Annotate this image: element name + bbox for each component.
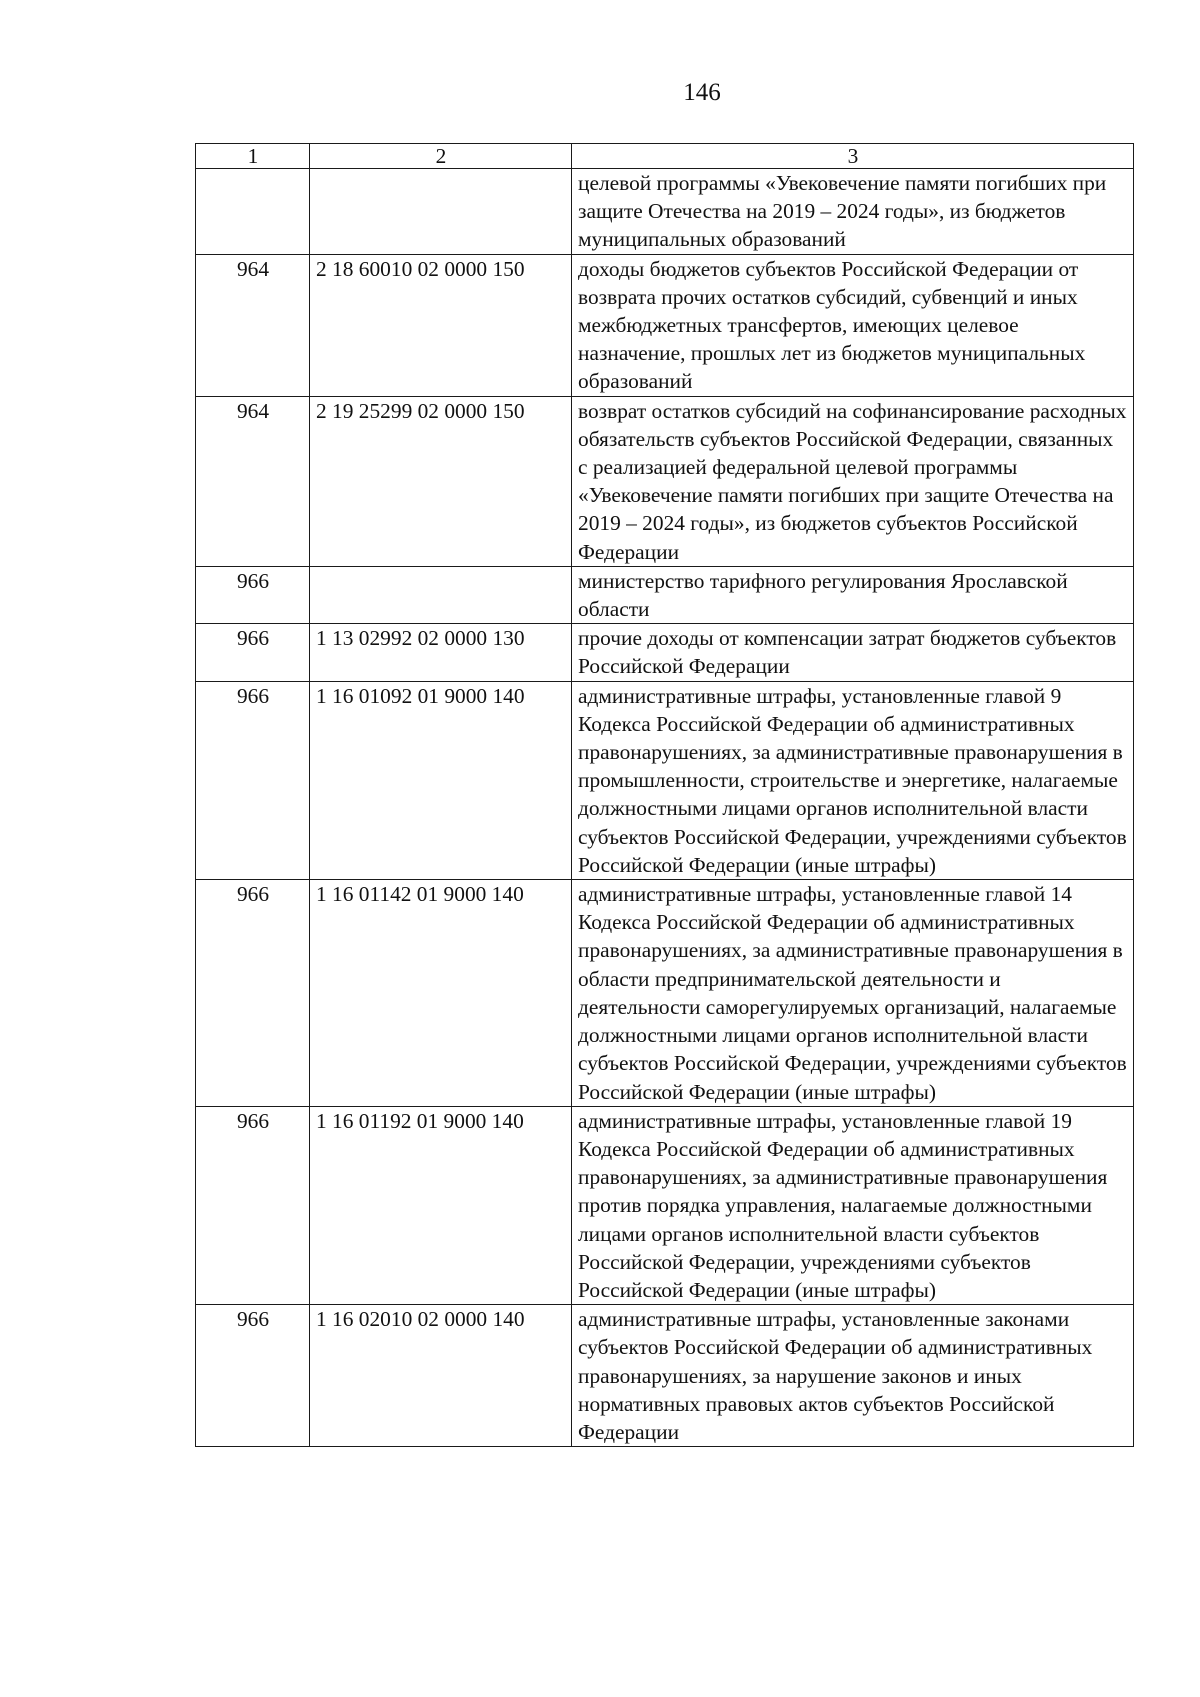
- table-row: [196, 566, 1134, 623]
- column-header-3: 3: [572, 144, 1134, 169]
- column-header-2: 2: [310, 144, 572, 169]
- revenue-codes-table: [195, 143, 1134, 1447]
- table-header-row: [196, 144, 1134, 169]
- table-row: [196, 396, 1134, 566]
- admin-code-cell: [196, 169, 310, 255]
- revenue-code-cell: 1 16 01142 01 9000 140: [310, 880, 572, 1107]
- revenue-code-cell: 1 16 01092 01 9000 140: [310, 681, 572, 879]
- admin-code-cell: 966: [196, 566, 310, 623]
- revenue-code-cell: 2 18 60010 02 0000 150: [310, 254, 572, 396]
- revenue-name-cell: административные штрафы, установленные главой 14 Кодекса Российской Федерации об административных правонарушениях, за административные правонарушения в области предпринимательской деятельности и деятельности саморегулируемых организаций, налагаемые должностными лицами органов исполнительной власти субъектов Российской Федерации, учреждениями субъектов Российской Федерации (иные штрафы): [572, 880, 1134, 1107]
- revenue-name-cell: возврат остатков субсидий на софинансирование расходных обязательств субъектов Российской Федерации, связанных с реализацией федеральной целевой программы «Увековечение памяти погибших при защите Отечества на 2019 – 2024 годы», из бюджетов субъектов Российской Федерации: [572, 396, 1134, 566]
- page-number: 146: [683, 79, 721, 106]
- table-row: [196, 1305, 1134, 1447]
- admin-code-cell: 964: [196, 396, 310, 566]
- admin-code-cell: 964: [196, 254, 310, 396]
- revenue-name-cell: административные штрафы, установленные главой 9 Кодекса Российской Федерации об административных правонарушениях, за административные правонарушения в промышленности, строительстве и энергетике, налагаемые должностными лицами органов исполнительной власти субъектов Российской Федерации, учреждениями субъектов Российской Федерации (иные штрафы): [572, 681, 1134, 879]
- admin-code-cell: 966: [196, 681, 310, 879]
- revenue-name-cell: административные штрафы, установленные законами субъектов Российской Федерации об административных правонарушениях, за нарушение законов и иных нормативных правовых актов субъектов Российской Федерации: [572, 1305, 1134, 1447]
- table-row: [196, 169, 1134, 255]
- table-row: [196, 681, 1134, 879]
- revenue-code-cell: [310, 566, 572, 623]
- revenue-code-cell: 1 13 02992 02 0000 130: [310, 624, 572, 681]
- table-row: [196, 254, 1134, 396]
- table-row: [196, 1106, 1134, 1304]
- table-row: [196, 880, 1134, 1107]
- admin-code-cell: 966: [196, 1106, 310, 1304]
- revenue-name-cell: прочие доходы от компенсации затрат бюджетов субъектов Российской Федерации: [572, 624, 1134, 681]
- revenue-code-cell: [310, 169, 572, 255]
- column-header-1: 1: [196, 144, 310, 169]
- revenue-code-cell: 2 19 25299 02 0000 150: [310, 396, 572, 566]
- revenue-code-cell: 1 16 02010 02 0000 140: [310, 1305, 572, 1447]
- revenue-name-cell: административные штрафы, установленные главой 19 Кодекса Российской Федерации об административных правонарушениях, за административные правонарушения против порядка управления, налагаемые должностными лицами органов исполнительной власти субъектов Российской Федерации, учреждениями субъектов Российской Федерации (иные штрафы): [572, 1106, 1134, 1304]
- table-row: [196, 624, 1134, 681]
- revenue-code-cell: 1 16 01192 01 9000 140: [310, 1106, 572, 1304]
- revenue-name-cell: целевой программы «Увековечение памяти погибших при защите Отечества на 2019 – 2024 годы», из бюджетов муниципальных образований: [572, 169, 1134, 255]
- admin-code-cell: 966: [196, 624, 310, 681]
- revenue-name-cell: министерство тарифного регулирования Ярославской области: [572, 566, 1134, 623]
- admin-code-cell: 966: [196, 1305, 310, 1447]
- revenue-name-cell: доходы бюджетов субъектов Российской Федерации от возврата прочих остатков субсидий, субвенций и иных межбюджетных трансфертов, имеющих целевое назначение, прошлых лет из бюджетов муниципальных образований: [572, 254, 1134, 396]
- admin-code-cell: 966: [196, 880, 310, 1107]
